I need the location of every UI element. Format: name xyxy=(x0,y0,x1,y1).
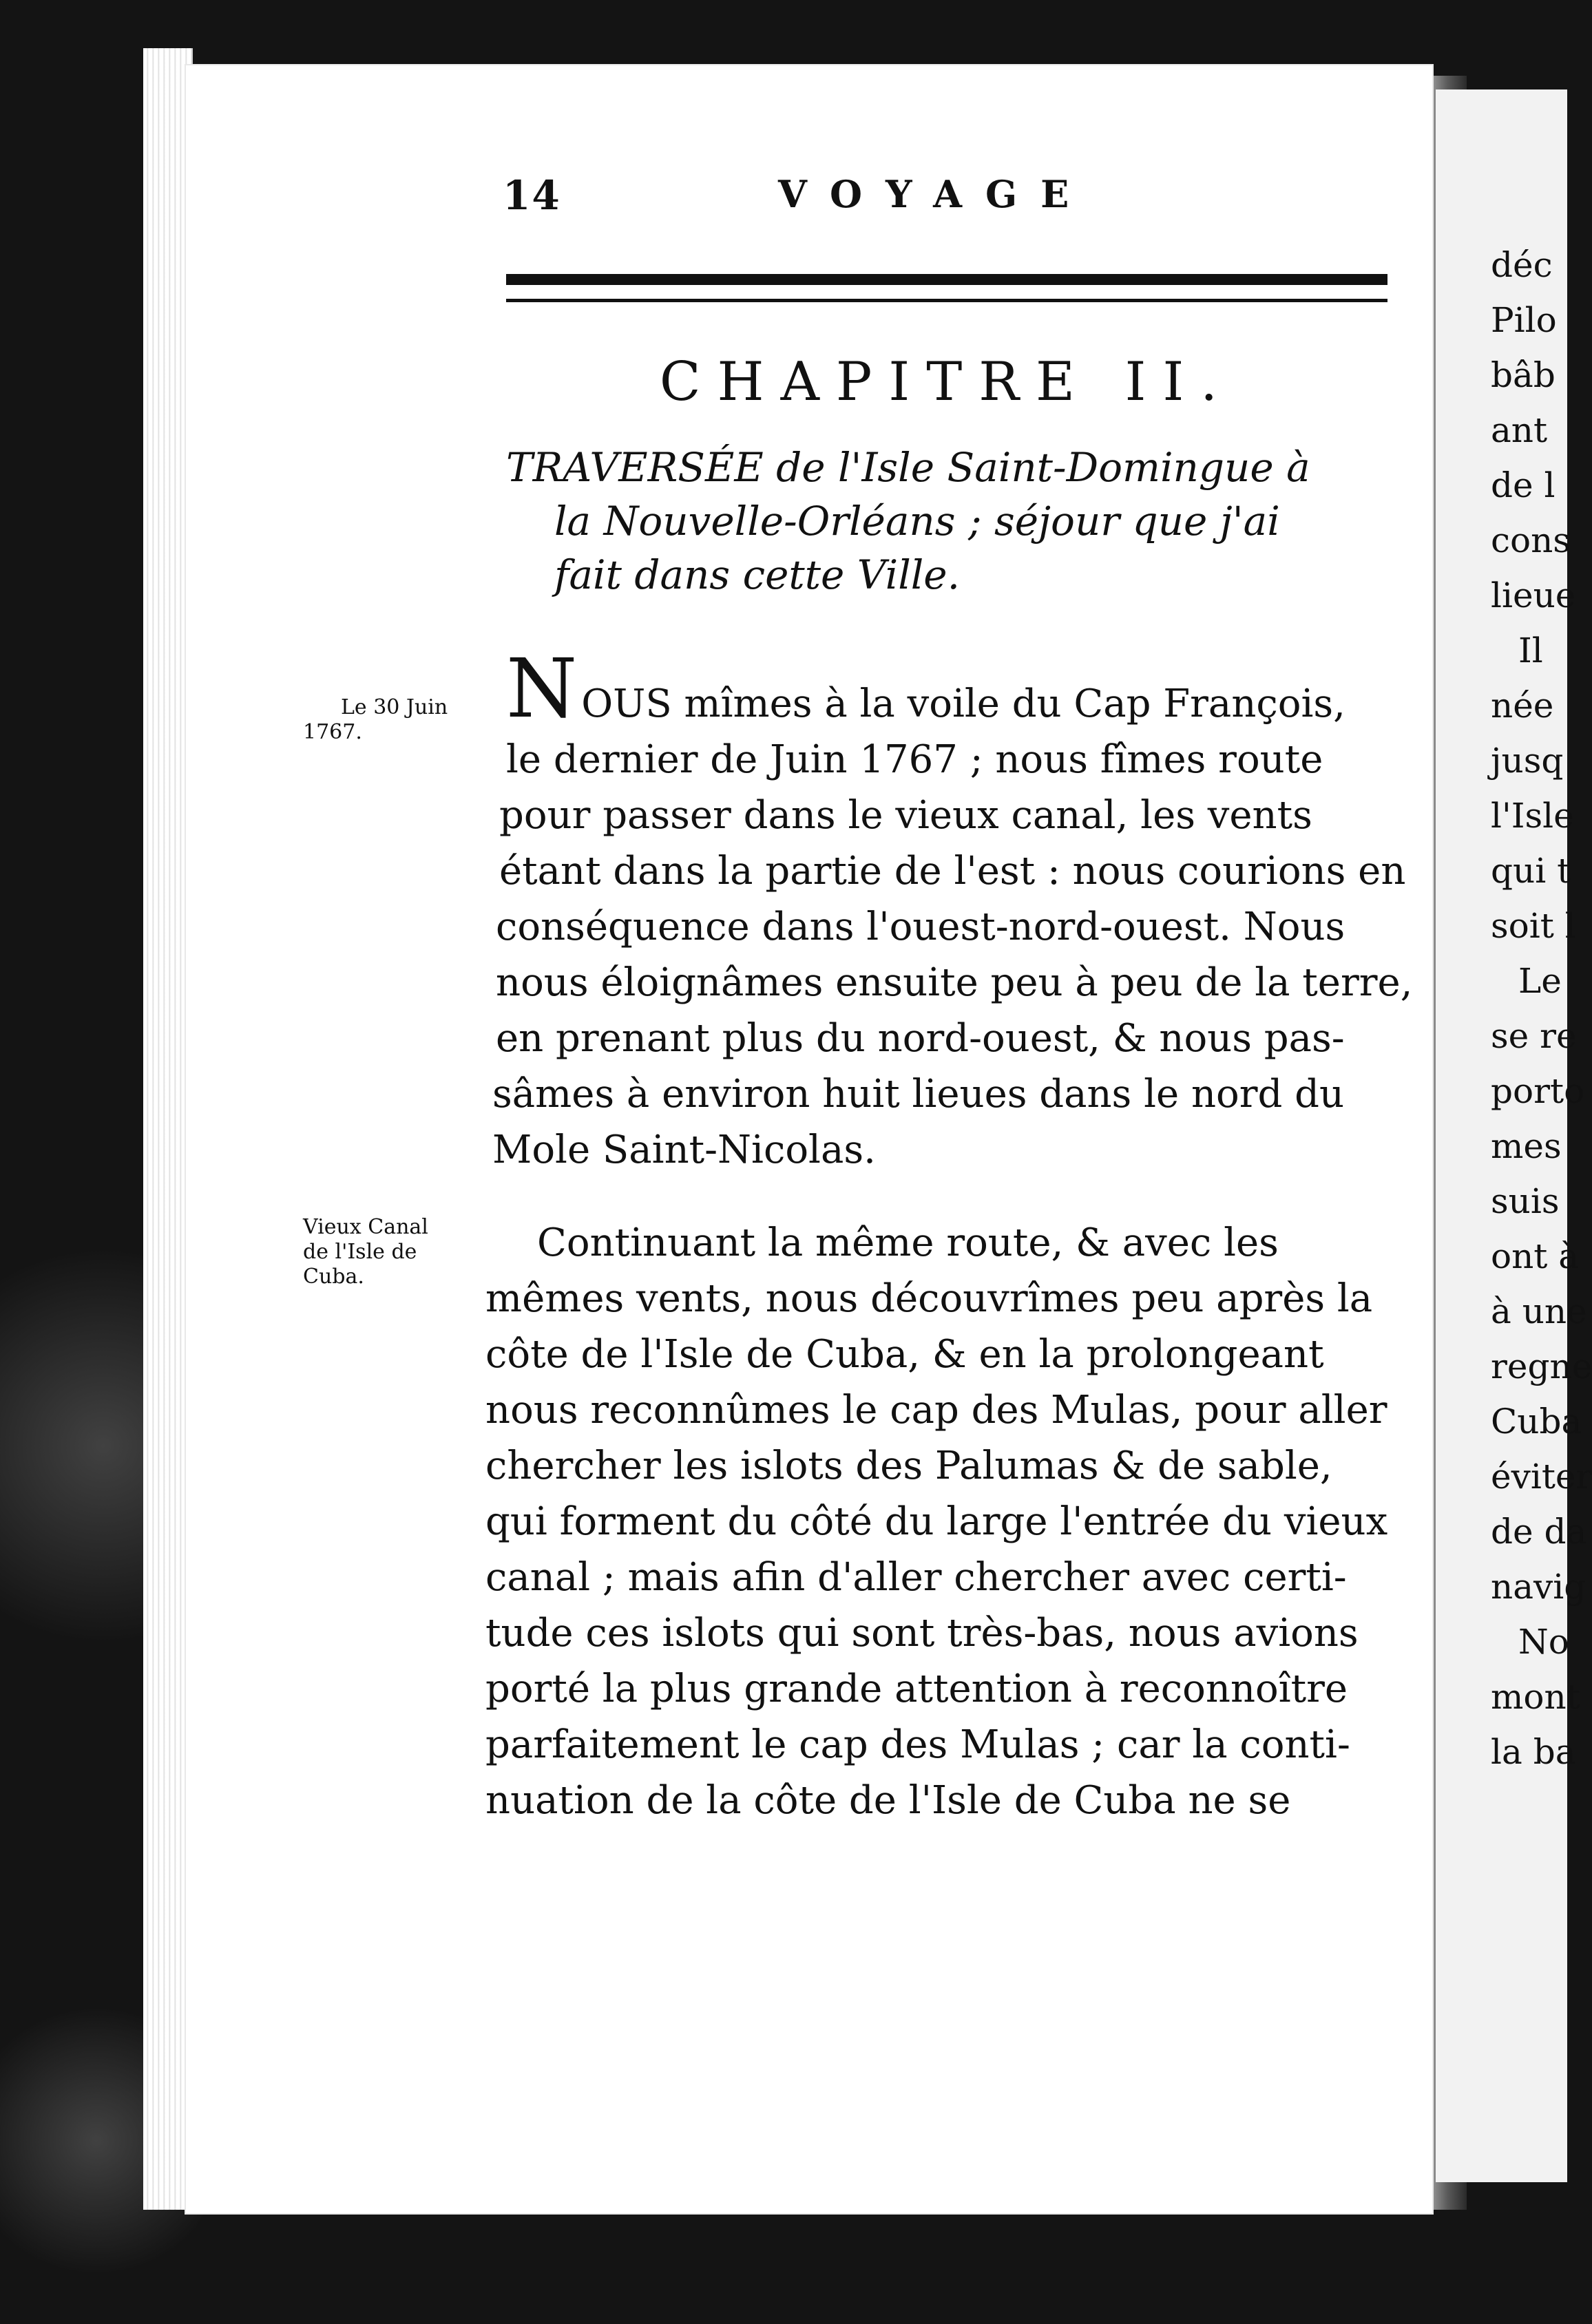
facing-line: cons xyxy=(1491,520,1571,560)
facing-line: regne xyxy=(1491,1346,1592,1386)
facing-line: née xyxy=(1491,686,1554,726)
text-line: parfaitement le cap des Mulas ; car la conti- xyxy=(485,1722,1350,1767)
text-line: porté la plus grande attention à reconnoître xyxy=(485,1667,1348,1711)
subtitle-line: la Nouvelle-Orléans ; séjour que j'ai xyxy=(554,498,1280,545)
text-line: tude ces islots qui sont très-bas, nous avions xyxy=(485,1611,1359,1656)
header-rule-thick xyxy=(506,274,1387,285)
text-line: pour passer dans le vieux canal, les vents xyxy=(499,793,1312,838)
text-line: nuation de la côte de l'Isle de Cuba ne se xyxy=(485,1778,1291,1823)
facing-line: la ba xyxy=(1491,1732,1576,1772)
facing-line: navig xyxy=(1491,1567,1586,1607)
facing-line: déc xyxy=(1491,245,1553,285)
text-line: mêmes vents, nous découvrîmes peu après la xyxy=(485,1276,1373,1321)
subtitle-line: TRAVERSÉE de l'Isle Saint-Domingue à xyxy=(506,444,1310,491)
margin-note-line: Le 30 Juin xyxy=(341,695,448,719)
facing-line: l'Isle xyxy=(1491,796,1574,836)
facing-line: No xyxy=(1518,1622,1569,1662)
text-line: Continuant la même route, & avec les xyxy=(537,1221,1279,1265)
subtitle-line: fait dans cette Ville. xyxy=(554,551,961,598)
text-line: sâmes à environ huit lieues dans le nord du xyxy=(492,1072,1345,1117)
facing-line: mont xyxy=(1491,1677,1580,1717)
facing-line: de da xyxy=(1491,1512,1587,1552)
margin-note-line: Cuba. xyxy=(303,1265,364,1289)
margin-note-line: Vieux Canal xyxy=(303,1215,428,1239)
facing-line: ant xyxy=(1491,410,1548,450)
first-line-text: OUS mîmes à la voile du Cap François, xyxy=(581,682,1345,726)
facing-line: lieue xyxy=(1491,575,1576,615)
margin-note-canal xyxy=(303,1215,428,1289)
margin-note-line: de l'Isle de xyxy=(303,1240,417,1264)
margin-note-date xyxy=(303,695,448,745)
facing-line: Il xyxy=(1518,631,1543,670)
running-head xyxy=(503,172,1398,227)
drop-cap: N xyxy=(506,641,578,736)
facing-line: ont à xyxy=(1491,1236,1580,1276)
facing-line: qui t xyxy=(1491,851,1571,891)
facing-page-text xyxy=(1491,237,1592,1779)
facing-line: mes xyxy=(1491,1126,1562,1166)
text-line: côte de l'Isle de Cuba, & en la prolongeant xyxy=(485,1332,1324,1377)
text-line: le dernier de Juin 1767 ; nous fîmes route xyxy=(506,737,1323,782)
page-number: 14 xyxy=(503,172,561,219)
facing-line: Le xyxy=(1518,961,1562,1001)
text-line: qui forment du côté du large l'entrée du vieux xyxy=(485,1499,1388,1544)
text-line: Mole Saint-Nicolas. xyxy=(492,1128,876,1172)
text-line: nous reconnûmes le cap des Mulas, pour aller xyxy=(485,1388,1387,1433)
text-line xyxy=(485,641,1381,736)
chapter-subtitle xyxy=(506,441,1387,602)
facing-line: Pilo xyxy=(1491,300,1557,340)
facing-line: porto xyxy=(1491,1071,1585,1111)
text-line: nous éloignâmes ensuite peu à peu de la terre, xyxy=(496,960,1413,1005)
margin-note-line: 1767. xyxy=(303,720,362,744)
paragraph-2 xyxy=(485,1215,1388,1828)
facing-line: à une xyxy=(1491,1291,1587,1331)
header-rule-thin xyxy=(506,299,1387,302)
facing-line: suis xyxy=(1491,1181,1560,1221)
facing-line: éviter xyxy=(1491,1457,1592,1497)
facing-line: de l xyxy=(1491,465,1556,505)
facing-line: se re xyxy=(1491,1016,1577,1056)
chapter-title: CHAPITRE II. xyxy=(659,351,1235,413)
paragraph-1 xyxy=(485,641,1413,1178)
text-line: chercher les islots des Palumas & de sable, xyxy=(485,1444,1332,1488)
text-line: conséquence dans l'ouest-nord-ouest. Nous xyxy=(496,905,1345,949)
text-line: canal ; mais afin d'aller chercher avec certi- xyxy=(485,1555,1347,1600)
facing-line: soit l xyxy=(1491,906,1576,946)
text-line: étant dans la partie de l'est : nous courions en xyxy=(499,849,1406,894)
facing-line: Cuba xyxy=(1491,1402,1582,1441)
text-line: en prenant plus du nord-ouest, & nous pas- xyxy=(496,1016,1345,1061)
facing-line: bâb xyxy=(1491,355,1556,395)
facing-line: jusq xyxy=(1491,741,1564,781)
running-title: VOYAGE xyxy=(778,172,1093,216)
